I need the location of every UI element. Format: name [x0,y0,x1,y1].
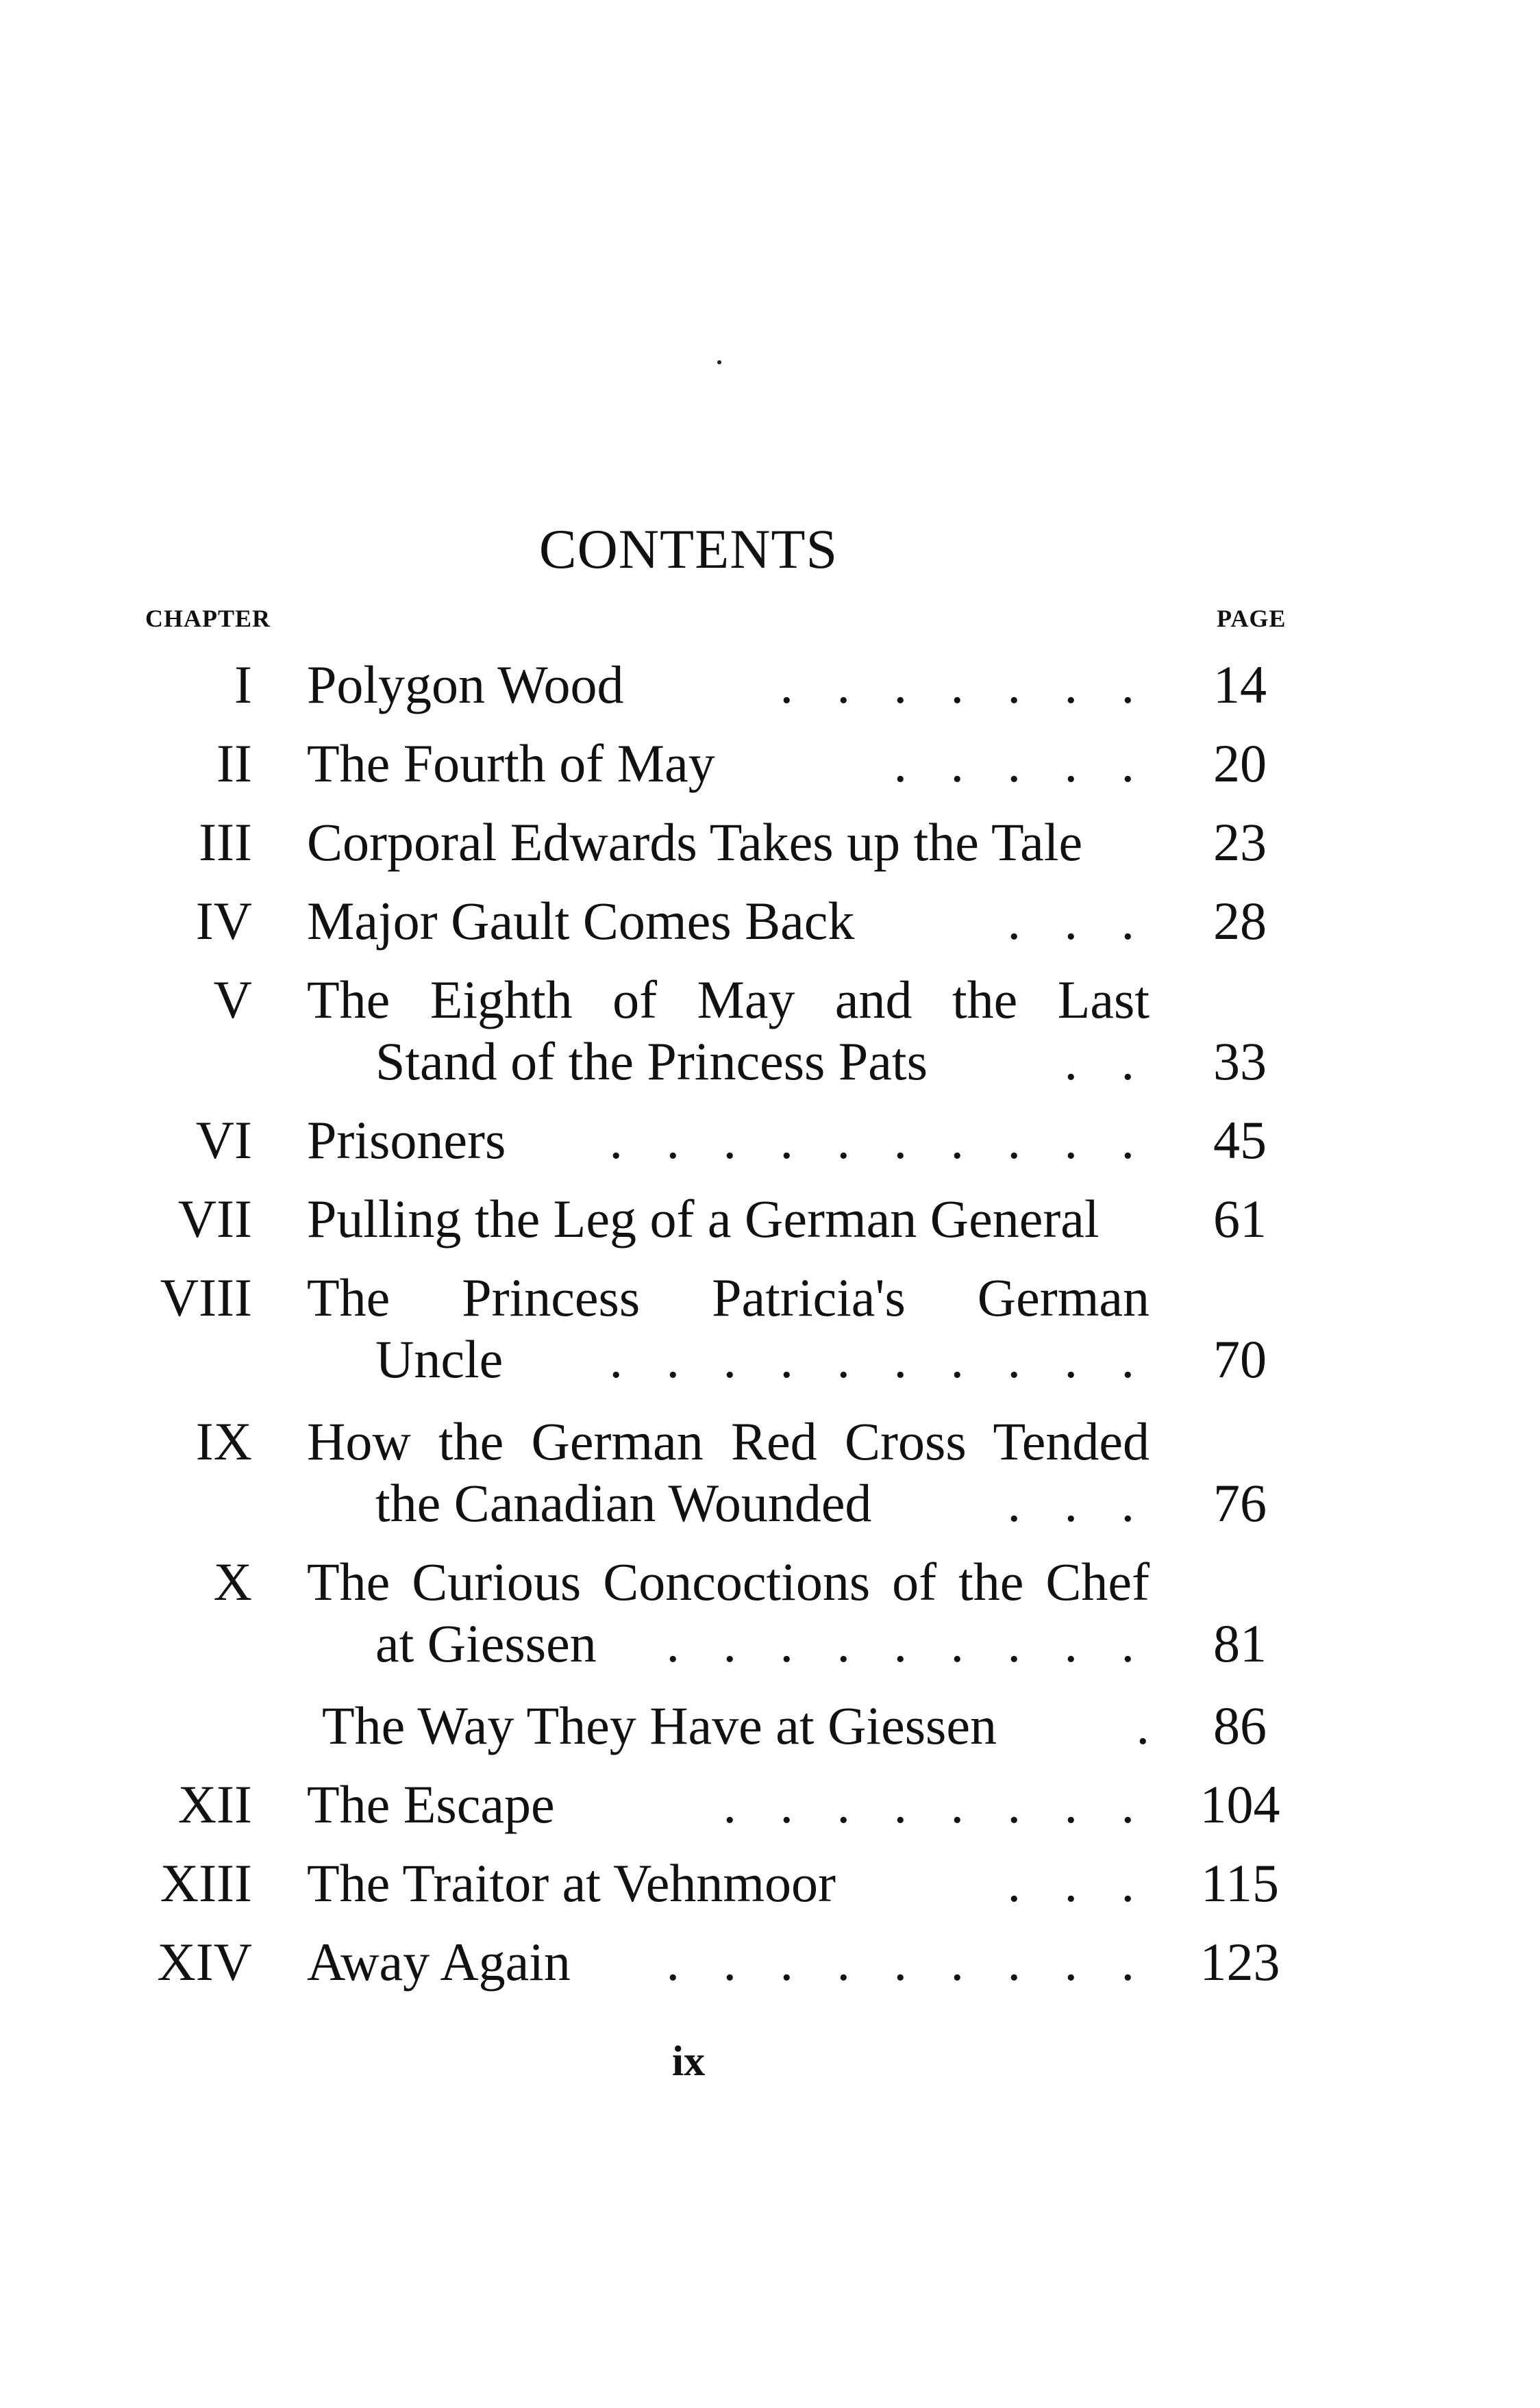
leader-dots: . . [1064,1031,1150,1091]
chapter-title-text: The Escape [307,1774,555,1834]
chapter-number: XIV [157,1932,252,1992]
chapter-title-line [307,654,1150,716]
chapter-title-text: Prisoners [307,1110,506,1170]
chapter-title-text: Major Gault Comes Back [307,891,855,951]
chapter-title-line [307,969,1150,1031]
page-number: 104 [1200,1774,1280,1834]
chapter-number: V [213,970,252,1029]
chapter-title-text: The Traitor at Vehnmoor [307,1853,836,1913]
leader-dots: . . . [1007,891,1150,951]
chapter-title-line [307,812,1150,873]
chapter-title-line [307,890,1150,952]
chapter-title-line [307,1774,1150,1835]
chapter-number: VII [177,1189,252,1249]
chapter-title-text: The Eighth of May and the Last [307,970,1150,1029]
chapter-title-line [307,1411,1150,1472]
leader-dots: . . . . . . . . . . [609,1329,1150,1389]
chapter-title-line [307,1267,1150,1329]
page-number: 45 [1213,1110,1267,1170]
leader-dots: . . . . . . . . . [666,1614,1150,1673]
chapter-number: IV [195,891,252,951]
page-number: 23 [1213,812,1267,872]
page-column-header: PAGE [1217,605,1287,632]
leader-dots: . . . . . . . . . . [609,1110,1150,1170]
leader-dots: . . . [1007,1473,1150,1533]
chapter-number: VIII [160,1268,252,1327]
chapter-title-line [307,1853,1150,1914]
chapter-title-line [375,1329,1150,1390]
leader-dots: . . . [1007,1853,1150,1913]
chapter-number: III [199,812,252,872]
chapter-title-line [307,733,1150,794]
page-title: CONTENTS [538,518,839,580]
page-number: 76 [1213,1473,1267,1533]
leader-dots: . . . . . . . . [723,1774,1150,1834]
page-number: 28 [1213,891,1267,951]
chapter-number: I [234,655,252,714]
chapter-title-text: the Canadian Wounded [375,1473,872,1533]
chapter-title-text: The Way They Have at Giessen [322,1696,997,1755]
page-number: 33 [1213,1031,1267,1091]
page-number: 123 [1200,1932,1280,1992]
page-number: 20 [1213,733,1267,793]
page-number: 115 [1200,1853,1280,1913]
chapter-title-line [322,1695,1165,1757]
page-number: 81 [1213,1614,1267,1673]
chapter-title-line [307,1931,1150,1993]
chapter-title-text: Uncle [375,1329,504,1389]
chapter-title-text: at Giessen [375,1614,597,1673]
leader-dots: . . . . . [893,733,1150,793]
chapter-title-line [375,1613,1150,1675]
chapter-number: XII [177,1774,252,1834]
page-number: 70 [1213,1329,1267,1389]
chapter-title-line [307,1188,1150,1250]
chapter-title-line [375,1031,1150,1092]
page-number: 86 [1213,1696,1267,1755]
leader-dots: . [1136,1696,1165,1755]
chapter-title-line [307,1551,1150,1613]
chapter-number: VI [195,1110,252,1170]
page-folio: ix [671,2038,706,2085]
chapter-title-text: Pulling the Leg of a German General [307,1189,1100,1249]
page-number: 61 [1213,1189,1267,1249]
chapter-title-line [307,1109,1150,1171]
chapter-title-text: The Curious Concoctions of the Chef [307,1552,1150,1611]
chapter-number: IX [195,1412,252,1471]
leader-dots: . . . . . . . [780,655,1150,714]
chapter-title-text: How the German Red Cross Tended [307,1412,1150,1471]
chapter-column-header: CHAPTER [145,605,271,632]
leader-dots: . . . . . . . . . [666,1932,1150,1992]
chapter-title-text: Corporal Edwards Takes up the Tale [307,812,1083,872]
page-number: 14 [1213,655,1267,714]
chapter-number: X [213,1552,252,1611]
chapter-title-text: The Princess Patricia's German [307,1268,1150,1327]
chapter-title-text: The Fourth of May [307,733,715,793]
chapter-title-text: Polygon Wood [307,655,624,714]
chapter-number: XIII [160,1853,252,1913]
chapter-title-text: Stand of the Princess Pats [375,1031,928,1091]
chapter-number: II [216,733,252,793]
chapter-title-line [375,1472,1150,1534]
chapter-title-text: Away Again [307,1932,571,1992]
